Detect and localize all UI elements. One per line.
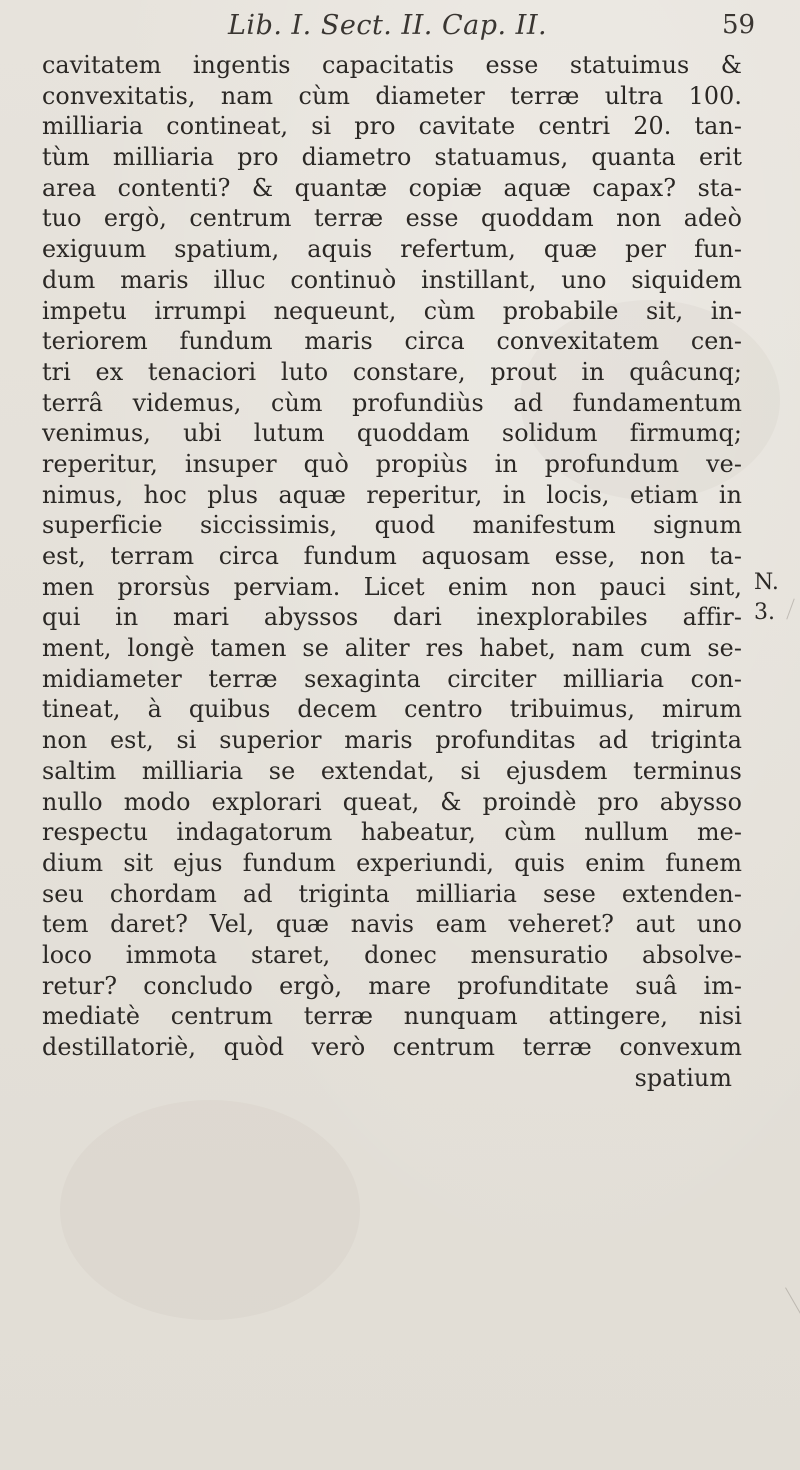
text-line: tem daret? Vel, quæ navis eam veheret? aut uno bbox=[42, 910, 742, 939]
text-line: midiameter terræ sexaginta circiter milliaria con- bbox=[42, 664, 742, 693]
text-line: milliaria contineat, si pro cavitate centri 20. tan- bbox=[42, 112, 742, 141]
pencil-mark bbox=[786, 598, 794, 619]
text-line: venimus, ubi lutum quoddam solidum firmumq; bbox=[42, 419, 742, 448]
text-line: retur? concludo ergò, mare profunditate suâ im- bbox=[42, 971, 742, 1000]
text-line: saltim milliaria se extendat, si ejusdem terminus bbox=[42, 756, 742, 785]
text-line: dum maris illuc continuò instillant, uno siquidem bbox=[42, 265, 742, 294]
margin-note: N. bbox=[754, 570, 779, 595]
text-line: seu chordam ad triginta milliaria sese extenden- bbox=[42, 879, 742, 908]
text-line: ment, longè tamen se aliter res habet, nam cum se- bbox=[42, 634, 742, 663]
pencil-mark bbox=[785, 1287, 800, 1322]
text-line: respectu indagatorum habeatur, cùm nullum me- bbox=[42, 818, 742, 847]
text-line: mediatè centrum terræ nunquam attingere, nisi bbox=[42, 1002, 742, 1031]
text-line: exiguum spatium, aquis refertum, quæ per fun- bbox=[42, 235, 742, 264]
margin-note: 3. bbox=[754, 600, 775, 625]
text-line: tuo ergò, centrum terræ esse quoddam non adeò bbox=[42, 204, 742, 233]
text-line: reperitur, insuper quò propiùs in profundum ve- bbox=[42, 449, 742, 478]
text-line: non est, si superior maris profunditas ad triginta bbox=[42, 726, 742, 755]
running-head bbox=[0, 8, 800, 48]
text-line: tùm milliaria pro diametro statuamus, quanta erit bbox=[42, 143, 742, 172]
body-text bbox=[42, 50, 742, 1093]
text-line: terrâ videmus, cùm profundiùs ad fundamentum bbox=[42, 388, 742, 417]
running-head-title: Lib. I. Sect. II. Cap. II. bbox=[228, 10, 548, 41]
catchword: spatium bbox=[634, 1063, 732, 1092]
text-line: nimus, hoc plus aquæ reperitur, in locis, etiam in bbox=[42, 480, 742, 509]
page-number: 59 bbox=[722, 10, 756, 40]
text-line: convexitatis, nam cùm diameter terræ ultra 100. bbox=[42, 81, 742, 110]
text-line: qui in mari abyssos dari inexplorabiles affir- bbox=[42, 603, 742, 632]
text-line: cavitatem ingentis capacitatis esse statuimus & bbox=[42, 51, 742, 79]
text-line: tri ex tenaciori luto constare, prout in quâcunq; bbox=[42, 357, 742, 386]
text-line: dium sit ejus fundum experiundi, quis enim funem bbox=[42, 848, 742, 877]
text-line: loco immota staret, donec mensuratio absolve- bbox=[42, 940, 742, 969]
text-line: men prorsùs perviam. Licet enim non pauci sint, bbox=[42, 572, 742, 601]
text-line: nullo modo explorari queat, & proindè pro abysso bbox=[42, 787, 742, 816]
text-line: destillatoriè, quòd verò centrum terræ convexum bbox=[42, 1033, 742, 1061]
text-line: superficie siccissimis, quod manifestum signum bbox=[42, 511, 742, 540]
text-line: area contenti? & quantæ copiæ aquæ capax? sta- bbox=[42, 173, 742, 202]
text-line: teriorem fundum maris circa convexitatem cen- bbox=[42, 327, 742, 356]
text-line: est, terram circa fundum aquosam esse, non ta- bbox=[42, 542, 742, 570]
paper-stain bbox=[60, 1100, 360, 1320]
text-line: impetu irrumpi nequeunt, cùm probabile sit, in- bbox=[42, 296, 742, 325]
text-line: tineat, à quibus decem centro tribuimus, mirum bbox=[42, 695, 742, 724]
